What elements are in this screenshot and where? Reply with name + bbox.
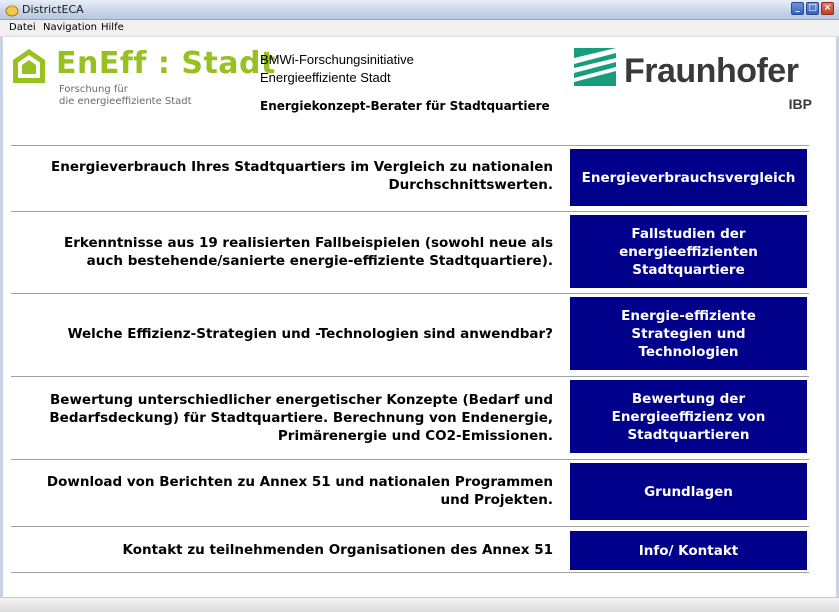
logo-wordmark: EnEff : Stadt: [56, 46, 276, 81]
window-frame-left: [0, 37, 3, 612]
logo-subtitle-2: die energieeffiziente Stadt: [59, 96, 192, 107]
menu-row-kontakt: [11, 526, 809, 572]
logo-subtitle-1: Forschung für: [59, 84, 128, 95]
house-icon: [12, 48, 46, 84]
energieverbrauchsvergleich-button[interactable]: Energieverbrauchsvergleich: [570, 149, 807, 206]
eneff-stadt-logo: [12, 46, 276, 124]
divider: [11, 572, 809, 573]
row-description: Erkenntnisse aus 19 realisierten Fallbeispielen (sowohl neue als auch bestehende/sanierte energie-effiziente Stadtquartiere).: [64, 235, 553, 269]
menu-row-fallstudien: [11, 211, 809, 293]
fraunhofer-mark-icon: [574, 48, 616, 86]
menu-bar: [0, 20, 839, 37]
bewertung-button[interactable]: Bewertung der Energieeffizienz von Stadtquartieren: [570, 380, 807, 453]
menu-datei[interactable]: Datei: [9, 22, 36, 33]
menu-row-strategien: [11, 293, 809, 376]
window-titlebar[interactable]: [0, 0, 839, 20]
menu-hilfe[interactable]: Hilfe: [101, 22, 124, 33]
fraunhofer-ibp: IBP: [788, 96, 812, 112]
page-title: Energiekonzept-Berater für Stadtquartiere: [260, 99, 550, 113]
fallstudien-button[interactable]: Fallstudien der energieeffizienten Stadtquartiere: [570, 215, 807, 288]
fraunhofer-wordmark: Fraunhofer: [624, 52, 799, 90]
window-frame-bottom: [0, 597, 839, 612]
grundlagen-button[interactable]: Grundlagen: [570, 463, 807, 520]
info-kontakt-button[interactable]: Info/ Kontakt: [570, 531, 807, 570]
maximize-button[interactable]: □: [806, 2, 819, 15]
fraunhofer-logo: [572, 46, 812, 118]
row-description: Bewertung unterschiedlicher energetischer Konzepte (Bedarf und Bedarfsdeckung) für Stadtquartiere. Berechnung von Endenergie, Primärenergie und CO2-Emissionen.: [49, 392, 553, 444]
menu-row-bewertung: [11, 376, 809, 459]
row-description: Download von Berichten zu Annex 51 und nationalen Programmen und Projekten.: [46, 474, 553, 508]
row-description: Welche Effizienz-Strategien und -Technologien sind anwendbar?: [67, 326, 553, 342]
header-initiative: BMWi-Forschungsinitiative: [260, 52, 414, 67]
menu-navigation[interactable]: Navigation: [43, 22, 97, 33]
row-description: Kontakt zu teilnehmenden Organisationen des Annex 51: [122, 542, 553, 558]
menu-row-grundlagen: [11, 459, 809, 526]
minimize-button[interactable]: _: [791, 2, 804, 15]
menu-row-energieverbrauch: [11, 145, 809, 211]
strategien-technologien-button[interactable]: Energie-effiziente Strategien und Technologien: [570, 297, 807, 370]
close-button[interactable]: ×: [821, 2, 834, 15]
row-description: Energieverbrauch Ihres Stadtquartiers im Vergleich zu nationalen Durchschnittswerten.: [51, 159, 553, 193]
window-title: DistrictECA: [22, 3, 84, 16]
app-icon: [4, 2, 20, 18]
header-initiative-sub: Energieeffiziente Stadt: [260, 70, 391, 85]
